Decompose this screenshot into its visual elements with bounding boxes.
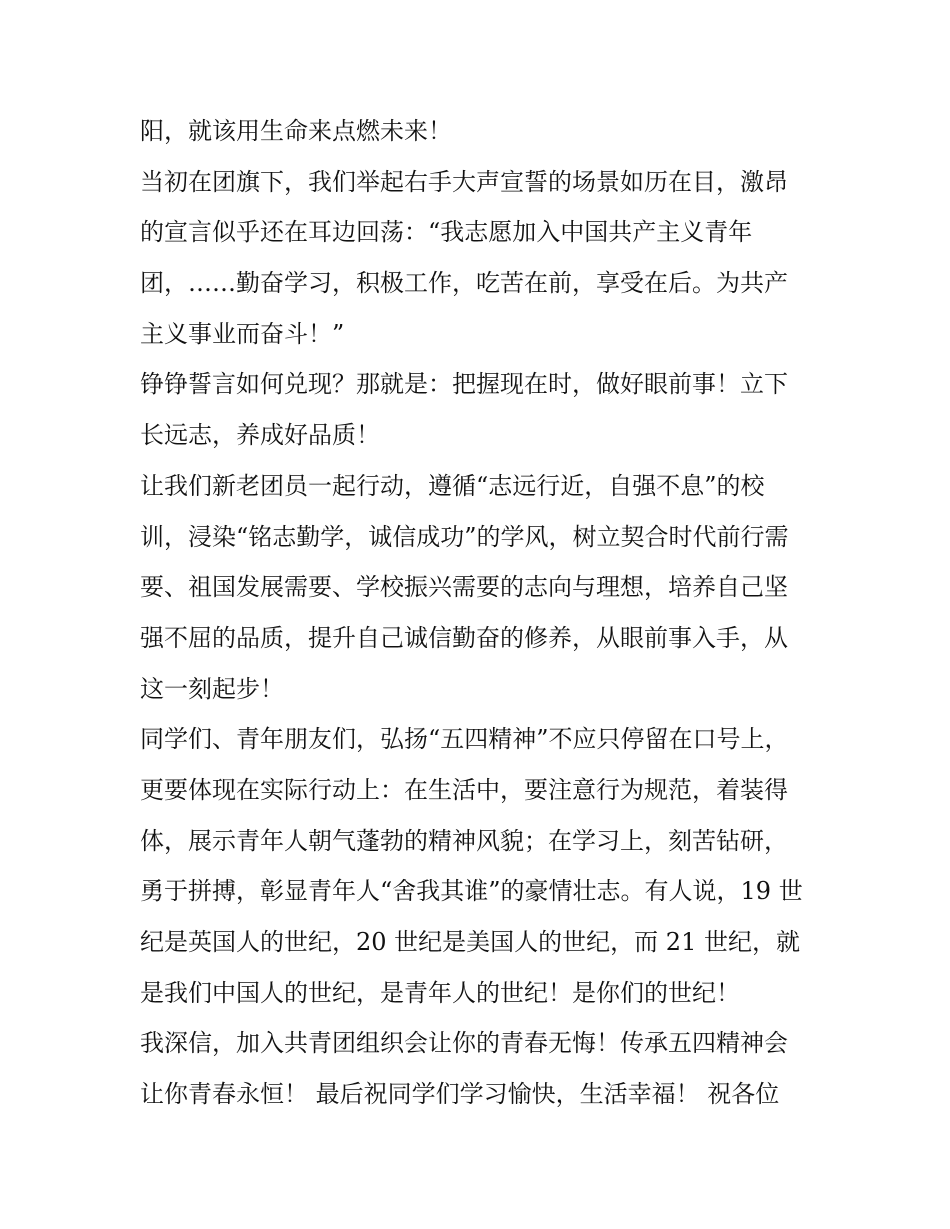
text-line: 团，……勤奋学习，积极工作，吃苦在前，享受在后。为共产 [140, 269, 788, 298]
text-line: 铮铮誓言如何兑现？那就是：把握现在时，做好眼前事！立下 [140, 370, 788, 399]
document-body [140, 106, 820, 1120]
text-line: 更要体现在实际行动上：在生活中，要注意行为规范，着装得 [140, 775, 788, 804]
text-line: 阳，就该用生命来点燃未来！ [140, 117, 452, 145]
text-line: 的宣言似乎还在耳边回荡：“我志愿加入中国共产主义青年 [140, 218, 753, 247]
text-line: 强不屈的品质，提升自己诚信勤奋的修养，从眼前事入手，从 [140, 623, 788, 652]
text-line: 让我们新老团员一起行动，遵循“志远行近，自强不息”的校 [140, 471, 765, 500]
text-line: 同学们、青年朋友们，弘扬“五四精神”不应只停留在口号上， [140, 725, 789, 754]
text-line: 训，浸染“铭志勤学，诚信成功”的学风，树立契合时代前行需 [140, 522, 789, 551]
text-line: 这一刻起步！ [140, 674, 284, 703]
text-line: 我深信，加入共青团组织会让你的青春无悔！传承五四精神会 [140, 1029, 788, 1058]
text-line: 长远志，养成好品质！ [140, 421, 380, 450]
text-line: 主义事业而奋斗！” [140, 319, 345, 348]
text-line: 纪是英国人的世纪，20 世纪是美国人的世纪，而 21 世纪，就 [140, 928, 800, 956]
text-line: 体，展示青年人朝气蓬勃的精神风貌；在学习上，刻苦钻研， [140, 826, 788, 855]
text-line: 是我们中国人的世纪，是青年人的世纪！是你们的世纪！ [140, 978, 740, 1007]
text-line: 要、祖国发展需要、学校振兴需要的志向与理想，培养自己坚 [140, 573, 788, 602]
text-line: 让你青春永恒！ 最后祝同学们学习愉快，生活幸福！ 祝各位 [140, 1080, 780, 1109]
text-line: 当初在团旗下，我们举起右手大声宣誓的场景如历在目，激昂 [140, 167, 788, 196]
text-line: 勇于拼搏，彰显青年人“舍我其谁”的豪情壮志。有人说，19 世 [140, 877, 803, 906]
